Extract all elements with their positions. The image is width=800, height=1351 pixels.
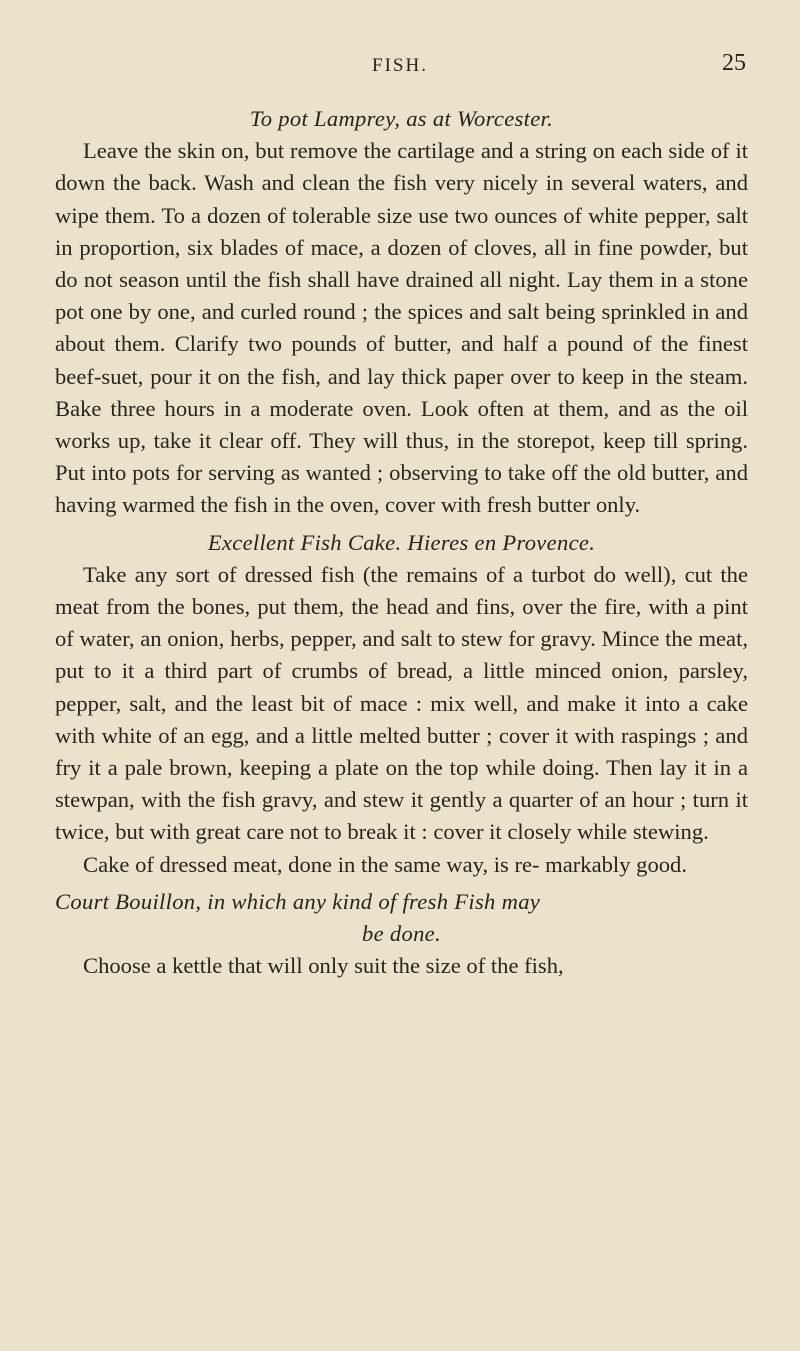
recipe-title-lamprey: To pot Lamprey, as at Worcester.	[249, 106, 554, 131]
recipe-paragraph: Take any sort of dressed fish (the remains of a turbot do well), cut the meat from the bones, put them, the head and fins, over the fire, with a pint of water, an onion, herbs, pepper, and salt to stew for gravy. Mince the meat, put to it a third part of crumbs of bread, a little minced onion, parsley, pepper, salt, and the least bit of mace : mix well, and make it into a cake with white of an egg, and a little melted butter ; cover it with raspings ; and fry it a pale brown, keeping a plate on the top while doing. Then lay it in a stewpan, with the fish gravy, and stew it gently a quarter of an hour ; turn it twice, but with great care not to break it : cover it closely while stewing.	[55, 561, 748, 845]
recipe-title-court-bouillon	[55, 886, 748, 950]
recipe-title-fish-cake: Excellent Fish Cake. Hieres en Provence.	[207, 529, 596, 555]
recipe-title-line: Court Bouillon, in which any kind of fresh Fish may	[55, 888, 541, 914]
recipe-paragraph: Choose a kettle that will only suit the size of the fish,	[83, 953, 564, 979]
page-number: 25	[722, 50, 746, 76]
recipe-title-line: be done.	[362, 921, 441, 947]
recipe-paragraph: Leave the skin on, but remove the cartilage and a string on each side of it down the back. Wash and clean the fish very nicely in several waters, and wipe them. To a dozen of tolerable size use two ounces of white pepper, salt in proportion, six blades of mace, a dozen of cloves, all in fine powder, but do not season until the fish shall have drained all night. Lay them in a stone pot one by one, and curled round ; the spices and salt being sprinkled in and about them. Clarify two pounds of butter, and half a pound of the finest beef-suet, pour it on the fish, and lay thick paper over to keep in the steam. Bake three hours in a moderate oven. Look often at them, and as the oil works up, take it clear off. They will thus, in the storepot, keep till spring. Put into pots for serving as wanted ; observing to take off the old butter, and having warmed the fish in the oven, cover with fresh butter only.	[55, 138, 748, 518]
page-body	[55, 103, 748, 982]
recipe-paragraph: Cake of dressed meat, done in the same way, is re- markably good.	[83, 851, 687, 877]
running-title: FISH.	[372, 55, 428, 76]
